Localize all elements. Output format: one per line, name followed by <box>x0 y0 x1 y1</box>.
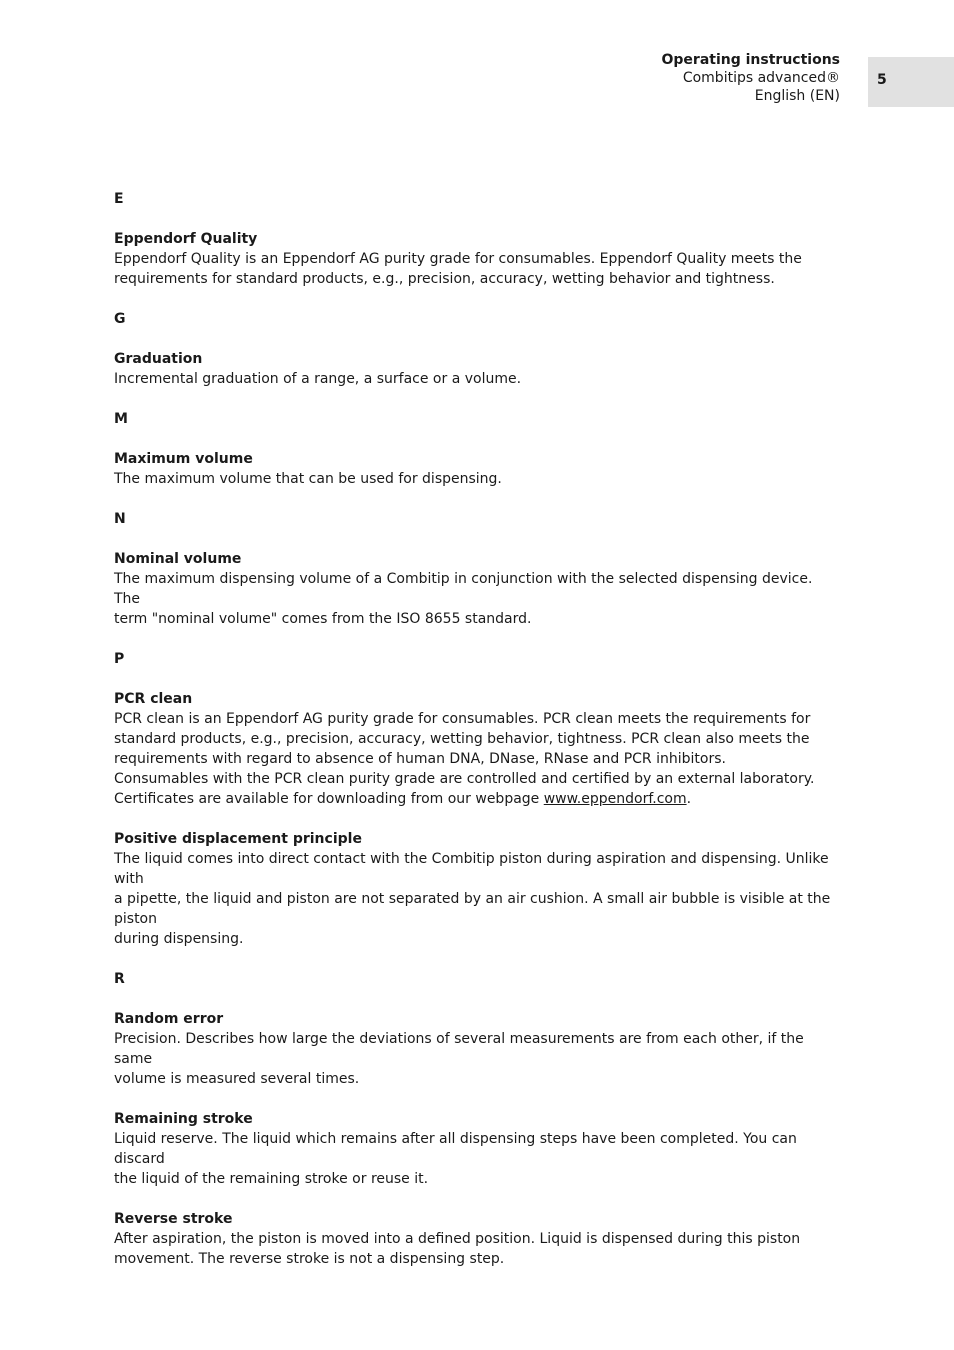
entry-term: Graduation <box>114 351 203 367</box>
definition-line: the liquid of the remaining stroke or reuse it. <box>114 1171 429 1187</box>
definition-line: requirements for standard products, e.g., precision, accuracy, wetting behavior and tightness. <box>114 271 775 287</box>
glossary-entry <box>114 829 842 949</box>
link-line-text: Certificates are available for downloading from our webpage <box>114 791 544 807</box>
definition-line: requirements with regard to absence of human DNA, DNase, RNase and PCR inhibitors. <box>114 751 726 767</box>
definition-line: Eppendorf Quality is an Eppendorf AG purity grade for consumables. Eppendorf Quality meets the <box>114 251 802 267</box>
entry-definition <box>114 849 842 949</box>
glossary-entry <box>114 1109 842 1189</box>
entry-definition <box>114 709 842 809</box>
definition-line: The liquid comes into direct contact with the Combitip piston during aspiration and dispensing. Unlike with <box>114 851 829 887</box>
glossary-entry <box>114 549 842 629</box>
entry-definition <box>114 469 842 489</box>
link-line-text-end: . <box>686 791 692 807</box>
glossary-section-g <box>114 309 842 389</box>
glossary <box>114 189 842 1289</box>
definition-line: Precision. Describes how large the deviations of several measurements are from each other, if the same <box>114 1031 804 1067</box>
entry-term: Random error <box>114 1011 224 1027</box>
glossary-section-n <box>114 509 842 629</box>
definition-line: a pipette, the liquid and piston are not separated by an air cushion. A small air bubble is visible at the piston <box>114 891 831 927</box>
glossary-section-r <box>114 969 842 1269</box>
document-title: Operating instructions <box>661 52 840 68</box>
definition-line: The maximum dispensing volume of a Combitip in conjunction with the selected dispensing device. The <box>114 571 813 607</box>
definition-line: The maximum volume that can be used for dispensing. <box>114 471 502 487</box>
eppendorf-website-link[interactable]: www.eppendorf.com <box>543 791 687 807</box>
definition-line: Incremental graduation of a range, a surface or a volume. <box>114 371 522 387</box>
definition-line: PCR clean is an Eppendorf AG purity grade for consumables. PCR clean meets the requirements for <box>114 711 811 727</box>
definition-line: Consumables with the PCR clean purity grade are controlled and certified by an external laboratory. <box>114 771 815 787</box>
entry-definition <box>114 369 842 389</box>
glossary-section-m <box>114 409 842 489</box>
entry-term: PCR clean <box>114 691 193 707</box>
definition-line-with-link <box>114 789 842 809</box>
page-number-tab <box>868 57 954 107</box>
entry-term: Positive displacement principle <box>114 831 362 847</box>
glossary-section-e <box>114 189 842 289</box>
page-number: 5 <box>877 72 887 88</box>
definition-line: during dispensing. <box>114 931 244 947</box>
section-letter: P <box>114 651 125 667</box>
glossary-section-p <box>114 649 842 949</box>
section-letter: M <box>114 411 128 427</box>
glossary-entry <box>114 689 842 809</box>
section-letter: E <box>114 191 124 207</box>
entry-definition <box>114 1129 842 1189</box>
product-name: Combitips advanced® <box>682 70 840 86</box>
glossary-entry <box>114 1209 842 1269</box>
entry-term: Eppendorf Quality <box>114 231 258 247</box>
entry-term: Nominal volume <box>114 551 242 567</box>
entry-term: Maximum volume <box>114 451 253 467</box>
definition-line: Liquid reserve. The liquid which remains after all dispensing steps have been completed. You can discard <box>114 1131 797 1167</box>
glossary-entry <box>114 449 842 489</box>
definition-line: After aspiration, the piston is moved into a defined position. Liquid is dispensed during this piston <box>114 1231 801 1247</box>
glossary-entry <box>114 229 842 289</box>
section-letter: G <box>114 311 126 327</box>
glossary-entry <box>114 1009 842 1089</box>
entry-term: Remaining stroke <box>114 1111 253 1127</box>
page-header <box>662 51 841 105</box>
entry-definition <box>114 249 842 289</box>
document-language: English (EN) <box>754 88 840 104</box>
definition-line: volume is measured several times. <box>114 1071 360 1087</box>
entry-definition <box>114 569 842 629</box>
section-letter: N <box>114 511 126 527</box>
glossary-entry <box>114 349 842 389</box>
section-letter: R <box>114 971 125 987</box>
definition-line: standard products, e.g., precision, accuracy, wetting behavior, tightness. PCR clean also meets the <box>114 731 810 747</box>
definition-line: movement. The reverse stroke is not a dispensing step. <box>114 1251 505 1267</box>
entry-definition <box>114 1229 842 1269</box>
entry-term: Reverse stroke <box>114 1211 233 1227</box>
entry-definition <box>114 1029 842 1089</box>
definition-line: term "nominal volume" comes from the ISO 8655 standard. <box>114 611 532 627</box>
